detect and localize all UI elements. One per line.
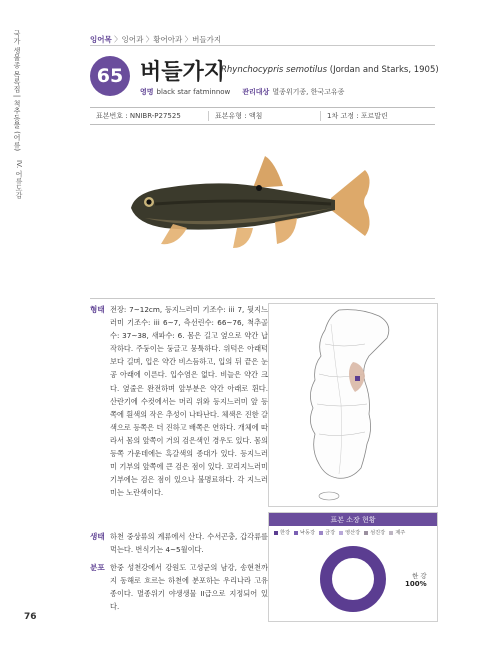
sidebar-section-title: IV. 어류도감 xyxy=(15,160,23,199)
legend-swatch xyxy=(319,531,323,535)
korea-map-illustration xyxy=(269,304,437,506)
scientific-author: (Jordan and Starks, 1905) xyxy=(329,65,439,75)
chart-legend xyxy=(269,526,437,539)
english-name-label: 영명 xyxy=(140,88,154,96)
morphology-section xyxy=(90,303,268,499)
legend-item xyxy=(364,529,385,536)
english-name: black star fatminnow xyxy=(156,88,231,96)
fish-illustration xyxy=(125,148,375,258)
ecology-label: 생태 xyxy=(90,532,105,541)
distribution-text: 한중 성천강에서 강원도 고성군의 남강, 송현천까지 동해로 흐르는 하천에 분포하는 우리나라 고유종이다. 멸종위기 야생생물 II급으로 지정되어 있다. xyxy=(110,563,268,612)
distribution-section xyxy=(90,561,268,613)
legend-label: 금강 xyxy=(325,530,336,536)
species-name-scientific xyxy=(221,65,439,75)
morphology-text: 전장: 7~12cm, 등지느러미 기조수: iii 7, 뒷지느러미 기조수: iii 6~7, 측선린수: 66~76, 척추골수: 37~38, 새파수: 6. 몸은 길고 옆으로 약간 납작하다. 주둥이는 둥글고 뭉툭하다. 위턱은 아래턱보다 길며, 입은 약간 비스듬하고, 입의 뒤 끝은 눈공 아래에 이른다. 입수염은 없다. 비늘은 약간 크다. 옆줄은 완전하며 앞부분은 약간 아래로 휜다. 산란기에 수컷에서는 머리 위와 등지느러미 앞 등쪽에 흰색의 작은 추성이 나타난다. 체색은 진한 갈색으로 등쪽은 더 진하고 배쪽은 연하다. 개체에 따라서 몸의 앞쪽이 거의 검은색인 경우도 있다. 몸의 등쪽 가운데에는 흑갈색의 종대가 있다. 등지느러미 기부의 앞쪽에 큰 검은 점이 있다. 꼬리지느러미 기부에는 검은 점이 있으나 불명료하다. 각 지느러미는 노란색이다. xyxy=(110,305,268,498)
distribution-map xyxy=(268,303,438,507)
species-meta xyxy=(140,87,344,97)
legend-swatch xyxy=(389,531,393,535)
species-number-badge: 65 xyxy=(90,56,130,96)
legend-swatch xyxy=(274,531,278,535)
breadcrumb xyxy=(90,34,221,45)
content-divider xyxy=(90,298,435,299)
legend-swatch xyxy=(339,531,343,535)
distribution-label: 분포 xyxy=(90,563,105,572)
chart-title: 표본 소장 현황 xyxy=(269,513,437,526)
legend-item xyxy=(339,529,360,536)
species-name-korean: 버들가지 xyxy=(140,60,226,85)
donut-callout-percent: 100% xyxy=(405,580,427,588)
donut-callout xyxy=(405,571,427,588)
legend-label: 제주 xyxy=(395,530,406,536)
legend-label: 한강 xyxy=(280,530,291,536)
specimen-info-bar xyxy=(90,107,435,125)
legend-swatch xyxy=(294,531,298,535)
specimen-fixative: 1차 고정 : 포르말린 xyxy=(327,112,388,120)
legend-item xyxy=(294,529,315,536)
legend-item xyxy=(319,529,335,536)
collection-status-chart xyxy=(268,512,438,622)
specimen-number: 표본번호 : NNIBR-P27525 xyxy=(90,111,209,121)
scientific-name: Rhynchocypris semotilus xyxy=(221,65,328,75)
fish-photo xyxy=(125,148,375,258)
status-label: 관리대상 xyxy=(242,88,270,96)
legend-item xyxy=(274,529,290,536)
specimen-type: 표본유형 : 액침 xyxy=(209,111,321,121)
legend-swatch xyxy=(364,531,368,535)
status-value: 멸종위기종, 한국고유종 xyxy=(272,88,345,96)
page-number: 76 xyxy=(24,612,37,622)
breadcrumb-path: 〉잉어과 〉황어아과 〉버들가지 xyxy=(114,35,222,44)
sidebar-book-title: 국가 생물종 목록집 | 척추동물 (어류) xyxy=(13,30,21,152)
donut-slice-한강 xyxy=(326,552,380,606)
legend-item xyxy=(389,529,405,536)
ecology-text: 하천 중상류의 계류에서 산다. 수서곤충, 갑각류를 먹는다. 번식기는 4~5월이다. xyxy=(110,532,268,555)
morphology-label: 형태 xyxy=(90,305,105,314)
header-divider xyxy=(90,45,435,46)
donut-callout-name: 한 강 xyxy=(412,572,427,580)
legend-label: 영산강 xyxy=(345,530,361,536)
legend-label: 낙동강 xyxy=(300,530,316,536)
breadcrumb-order: 잉어목 xyxy=(90,35,112,44)
ecology-section xyxy=(90,530,268,556)
legend-label: 섬진강 xyxy=(370,530,386,536)
